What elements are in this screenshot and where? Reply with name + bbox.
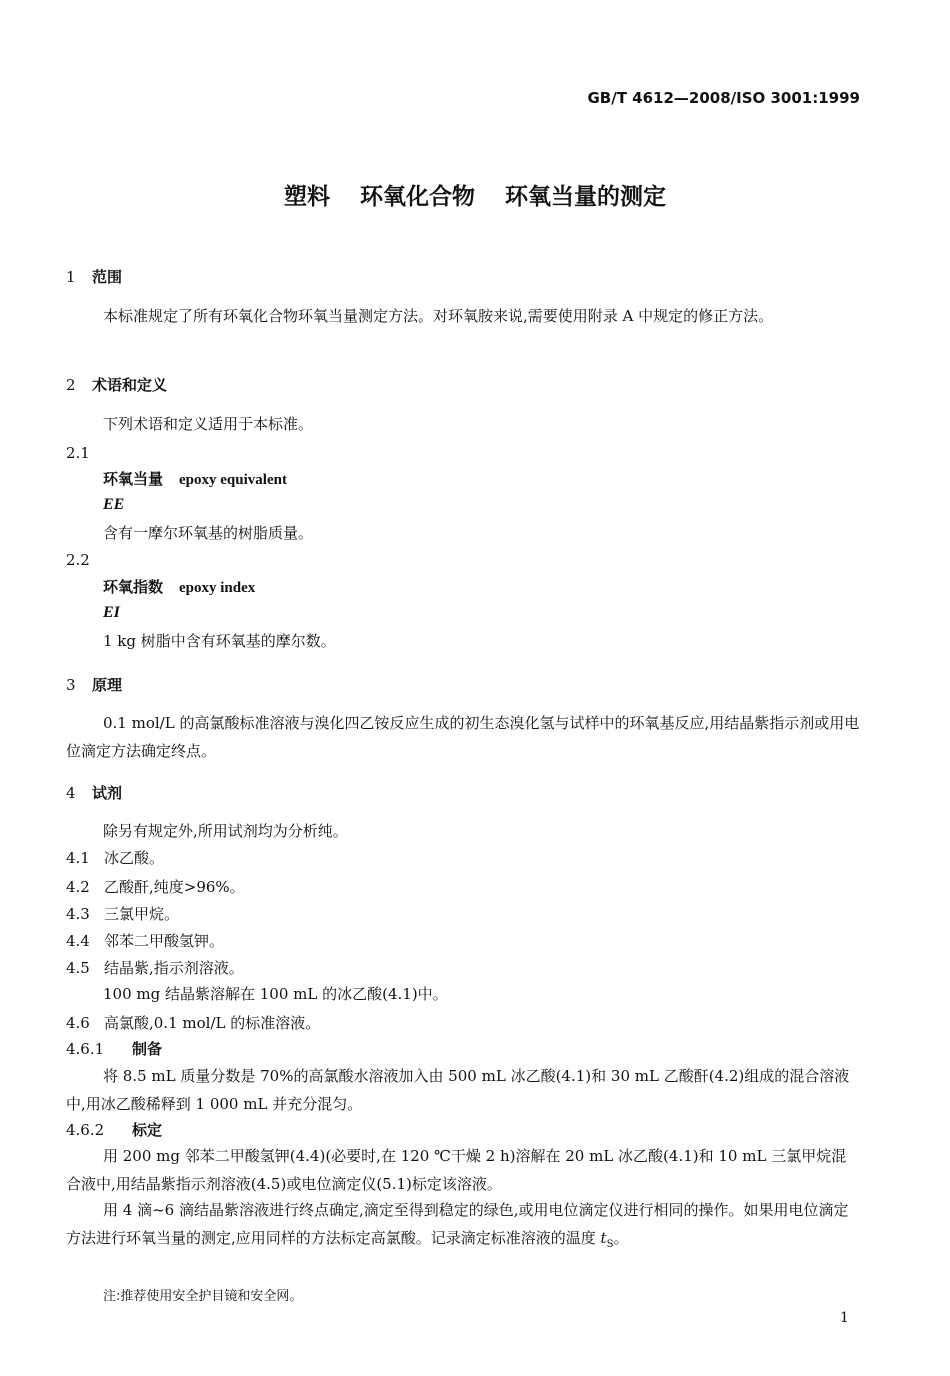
reagent-text: 乙酸酐,纯度>96%。 [104,878,245,896]
clause-number: 4.4 [66,932,90,950]
section-number: 4 [66,784,76,802]
term-2-1 [103,465,287,494]
section-3-text: 0.1 mol/L 的高氯酸标准溶液与溴化四乙铵反应生成的初生态溴化氢与试样中的环氧基反应,用结晶紫指示剂或用电位滴定方法确定终点。 [66,714,860,760]
clause-number: 4.1 [66,849,90,867]
term-2-2 [103,573,255,602]
reagent-item [66,903,179,924]
section-1-text: 本标准规定了所有环氧化合物环氧当量测定方法。对环氧胺来说,需要使用附录 A 中规定的修正方法。 [103,307,774,325]
term-abbreviation: EI [103,604,120,621]
section-4-heading [66,782,122,803]
clause-2-2-number: 2.2 [66,551,90,569]
temperature-subscript: S [606,1239,614,1250]
safety-note: 注:推荐使用安全护目镜和安全网。 [103,1289,303,1304]
clause-number: 4.5 [66,959,90,977]
clause-4-6-2-text-1: 用 200 mg 邻苯二甲酸氢钾(4.4)(必要时,在 120 ℃干燥 2 h)溶解在 20 mL 冰乙酸(4.1)和 10 mL 三氯甲烷混合液中,用结晶紫指示剂溶液(4.5)或电位滴定仪(5.1)标定该溶液。 [66,1147,847,1193]
reagent-text: 冰乙酸。 [104,849,165,867]
clause-number: 4.6.1 [66,1040,105,1058]
section-4-text: 除另有规定外,所用试剂均为分析纯。 [103,822,348,840]
section-2-heading [66,374,167,395]
clause-4-6-1-heading [66,1038,162,1059]
term-english: epoxy equivalent [179,472,287,488]
term-english: epoxy index [179,580,256,596]
section-number: 2 [66,376,76,394]
clause-title: 标定 [132,1121,163,1139]
reagent-text: 结晶紫,指示剂溶液。 [104,959,244,977]
standard-code: GB/T 4612—2008/ISO 3001:1999 [587,89,860,107]
section-3-heading [66,674,122,695]
reagent-4-5-detail: 100 mg 结晶紫溶解在 100 mL 的冰乙酸(4.1)中。 [103,985,448,1003]
reagent-text: 高氯酸,0.1 mol/L 的标准溶液。 [104,1014,321,1032]
paragraph-end: 。 [613,1229,629,1247]
section-number: 1 [66,268,76,286]
document-title: 塑料 环氧化合物 环氧当量的测定 [283,184,666,210]
reagent-item [66,876,245,897]
page-number: 1 [840,1310,849,1326]
reagent-item [66,930,224,951]
clause-number: 4.6 [66,1014,90,1032]
section-title: 范围 [92,268,123,286]
section-title: 原理 [92,676,123,694]
clause-4-6-2-text-2 [66,1196,861,1259]
term-abbreviation: EE [103,496,125,513]
reagent-text: 三氯甲烷。 [104,905,180,923]
section-title: 术语和定义 [92,376,168,394]
term-definition: 含有一摩尔环氧基的树脂质量。 [103,524,314,542]
section-1-heading [66,266,122,287]
term-chinese: 环氧当量 [103,470,164,488]
term-chinese: 环氧指数 [103,578,164,596]
clause-number: 4.3 [66,905,90,923]
temperature-symbol: t [600,1229,607,1247]
clause-2-1-number: 2.1 [66,444,90,462]
clause-title: 制备 [132,1040,163,1058]
reagent-item [66,957,244,978]
section-2-text: 下列术语和定义适用于本标准。 [103,415,314,433]
section-title: 试剂 [92,784,123,802]
reagent-text: 邻苯二甲酸氢钾。 [104,932,225,950]
clause-number: 4.2 [66,878,90,896]
reagent-item [66,847,164,868]
clause-4-6-2-heading [66,1119,162,1140]
section-number: 3 [66,676,76,694]
term-definition: 1 kg 树脂中含有环氧基的摩尔数。 [103,632,336,650]
reagent-item [66,1012,320,1033]
paragraph-text: 用 4 滴~6 滴结晶紫溶液进行终点确定,滴定至得到稳定的绿色,或用电位滴定仪进行相同的操作。如果用电位滴定方法进行环氧当量的测定,应用同样的方法标定高氯酸。记录滴定标准溶液的温度 [66,1201,849,1247]
clause-number: 4.6.2 [66,1121,105,1139]
clause-4-6-1-text: 将 8.5 mL 质量分数是 70%的高氯酸水溶液加入由 500 mL 冰乙酸(4.1)和 30 mL 乙酸酐(4.2)组成的混合溶液中,用冰乙酸稀释到 1 000 mL 并充分混匀。 [66,1067,850,1113]
